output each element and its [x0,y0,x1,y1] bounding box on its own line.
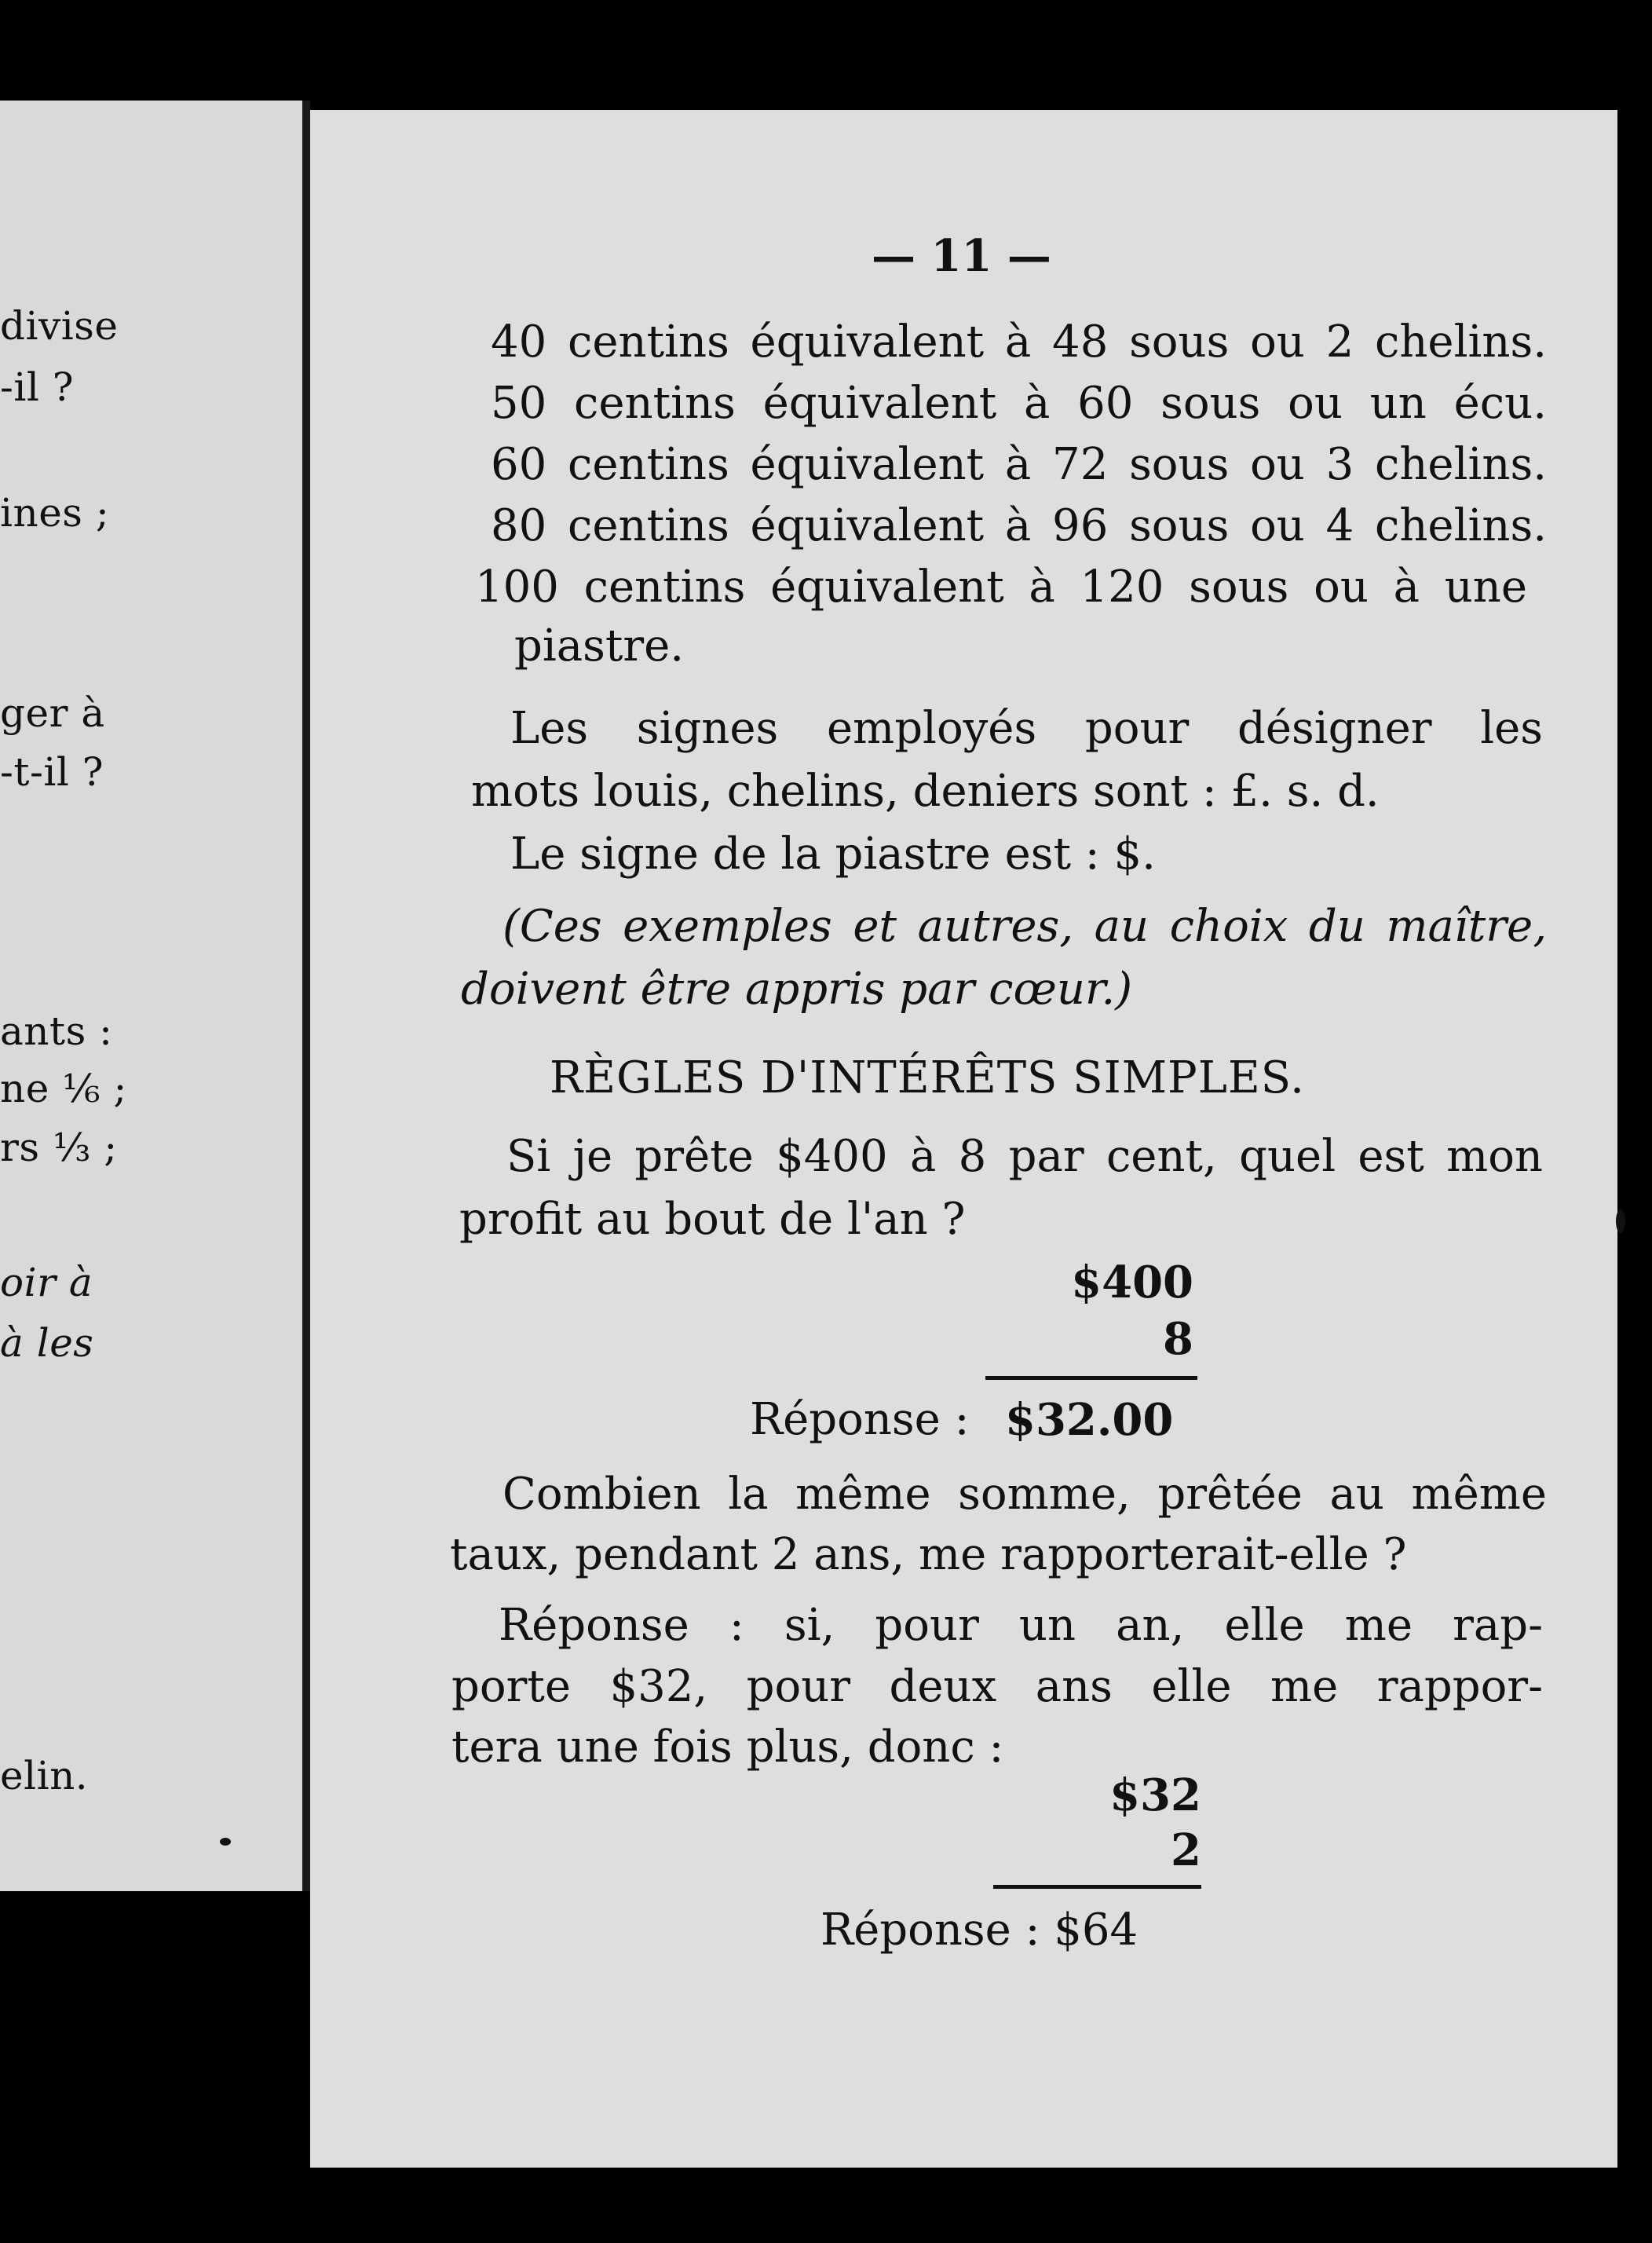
equivalence-line: 50 centins équivalent à 60 sous ou un écu. [491,378,1547,429]
left-fragment: ines ; [0,490,110,536]
operand: 2 [1171,1824,1201,1876]
problem-text: profit au bout de l'an ? [459,1194,966,1245]
main-page [310,110,1617,2168]
left-facing-page [0,101,310,1891]
left-fragment: oir à [0,1260,93,1305]
left-fragment: ne ⅙ ; [0,1066,127,1111]
sum-rule [985,1376,1197,1380]
equivalence-line: 80 centins équivalent à 96 sous ou 4 chelins. [491,500,1547,551]
left-fragment: -t-il ? [0,749,104,795]
problem-text: Combien la même somme, prêtée au même [503,1469,1547,1520]
left-fragment: rs ⅓ ; [0,1125,118,1170]
answer-value: $32.00 [1005,1394,1174,1446]
operand: 8 [1163,1313,1193,1365]
scan-speck [220,1838,231,1846]
note-italic: (Ces exemples et autres, au choix du maître, [503,901,1547,952]
signs-text: mots louis, chelins, deniers sont : £. s. d. [471,766,1380,817]
equivalence-line: 60 centins équivalent à 72 sous ou 3 chelins. [491,439,1547,490]
problem-text: porte $32, pour deux ans elle me rappor- [451,1661,1543,1712]
left-fragment: elin. [0,1753,89,1798]
scan-speck [1616,1209,1625,1233]
answer-label: Réponse : [750,1394,970,1445]
operand: $400 [1071,1257,1193,1308]
left-fragment: divise [0,303,119,349]
left-fragment: -il ? [0,364,75,410]
final-answer: Réponse : $64 [821,1905,1138,1956]
equivalence-line: 40 centins équivalent à 48 sous ou 2 chelins. [491,317,1547,368]
equivalence-line-continuation: piastre. [514,620,685,671]
signs-text: Les signes employés pour désigner les [510,703,1543,754]
piastre-sign-text: Le signe de la piastre est : $. [510,829,1156,880]
problem-text: tera une fois plus, donc : [451,1722,1004,1773]
page-number: — 11 — [872,230,1051,282]
problem-text: taux, pendant 2 ans, me rapporterait-elle ? [450,1529,1407,1580]
note-italic: doivent être appris par cœur.) [461,964,1133,1015]
left-fragment: ger à [0,690,105,736]
sum-rule [993,1885,1201,1889]
operand: $32 [1109,1769,1201,1821]
problem-text: Réponse : si, pour un an, elle me rap- [499,1600,1543,1651]
left-fragment: ants : [0,1008,113,1054]
left-fragment: à les [0,1320,94,1366]
equivalence-line: 100 centins équivalent à 120 sous ou à une [475,562,1527,613]
section-title: RÈGLES D'INTÉRÊTS SIMPLES. [550,1052,1305,1103]
problem-text: Si je prête $400 à 8 par cent, quel est mon [506,1131,1543,1182]
